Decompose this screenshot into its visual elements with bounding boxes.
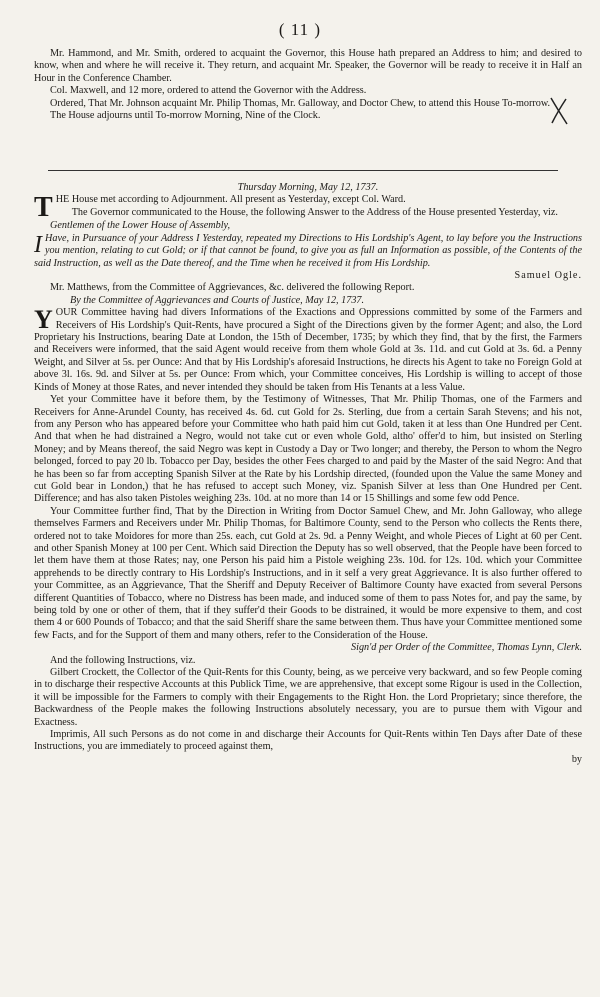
committee-intro: Mr. Matthews, from the Committee of Aggrievances, &c. delivered the following Report. [50, 282, 415, 294]
paragraph: Ordered, That Mr. Johnson acquaint Mr. Philip Thomas, Mr. Galloway, and Doctor Chew, to attend this House To-morrow. [50, 97, 551, 109]
page-number: ( 11 ) [278, 20, 322, 39]
governor-answer: I Have, in Pursuance of your Address I Yesterday, repeated my Directions to His Lordship's Agent, to lay before you the Instructions you mention, relating to cut Gold; or if that cannot be found, to give you as full an Information as possible, of the Contents of the said Instruction, as well as the Date thereof, and the Time when he received it from His Lordship. [34, 231, 582, 269]
instructions-intro: And the following Instructions, viz. [50, 654, 196, 666]
margin-x-mark-icon [548, 96, 570, 126]
session-opening: THE House met according to Adjournment. All present as Yesterday, except Col. Ward. [34, 192, 406, 224]
paragraph: Col. Maxwell, and 12 more, ordered to attend the Governor with the Address. [50, 85, 367, 97]
catchword: by [571, 753, 582, 765]
committee-header: By the Committee of Aggrievances and Courts of Justice, May 12, 1737. [70, 294, 365, 306]
section-divider [48, 170, 558, 171]
report-paragraph: Your Committee further find, That by the Direction in Writing from Doctor Samuel Chew, and Mr. John Galloway, who allege themselves Farmers and Receivers under Mr. Philip Thomas, for Baltimore County, send to the Person who collects the Rents there, ordered not to take Moidores for more than 25s. each, cut Gold at 2s. 9d. a Penny Weight, and whole Pieces of Light at 60 per Cent. and other Spanish Money at 100 per Cent. Which said Direction the Deputy has so well observed, that the People have been forced to let them have them at those Rates; nay, one Person his paid him a Pistole weighing 23s. 10d. for 12s. 10d. which your Committee apprehends to be directly contrary to His Lordship's Instructions, and in it self a very great Aggrievance. It is also further offered to your Committee, as an Aggrievance, That the Sheriff and Deputy Receiver of Baltimore County have exacted from several Persons different Quantities of Tobacco, where no Distress has been made, and induced some of them to pass Notes for, and pay the same, by being told by one or other of them, that if they suffer'd their Goods to be distrained, it would be more expensive to them, and cost them 4 or 600 Pounds of Tobacco; and that the said Sheriff share the same between them. Thus have your Committee mentioned some few Facts, and for the Support of them and many others, refer to the Consideration of the House. [34, 505, 582, 641]
salutation: Gentlemen of the Lower House of Assembly, [50, 220, 231, 232]
drop-cap: I [34, 231, 42, 258]
drop-cap: Y [34, 305, 53, 335]
instruction-paragraph: Imprimis, All such Persons as do not come in and discharge their Accounts for Quit-Rents within Ten Days after Date of these Instructions, you are immediately to proceed against them, [34, 729, 582, 753]
signed-line: Sign'd per Order of the Committee, Thomas Lynn, Clerk. [351, 642, 582, 654]
report-paragraph: Yet your Committee have it before them, by the Testimony of Witnesses, That Mr. Philip Thomas, one of the Farmers and Receivers for Anne-Arundel County, has received 4s. 6d. cut Gold for 2s. Sterling, due from a certain Sarah Stevens; and his not, from any Person who has appeared before your Committee who hath paid him cut Gold, taken it at less than One Hundred per Cent. And that when he had distrained a Negro, would not take cut or even whole Gold, altho' offer'd to him, but insisted on Sterling Money; and by Means thereof, the said Negro was kept in Custody a Day or Two longer; and thereby, the Person to whom the Negro belonged, forced to pay 20 lb. Tobacco per Day, besides the other Fees charged to and paid by the Master of the said Negro: And that he has been so far from accepting Spanish Silver at the Rate by his Lordship directed, (founded upon the Value the same Money and cut Gold bear in London,) that he has refused to accept such Money, viz. Spanish Silver at less than One Hundred per Cent. Difference; and has also taken Pistoles weighing 23s. 10d. at no more than 14 or 15 Shillings and some few odd Pence. [34, 394, 582, 505]
paragraph: The Governor communicated to the House, the following Answer to the Address of the House presented Yesterday, viz. [71, 206, 558, 218]
report-paragraph: YOUR Committee having had divers Informations of the Exactions and Oppressions committed by some of the Farmers and Receivers of His Lordship's Quit-Rents, have procured a Sight of the Directions given by the former Agent; and also, the Lord Proprietary his Instructions, bearing Date at London, the 15th of December, 1735; by which they find, that by the first, the Farmers and Receivers were informed, that the said Agent would receive from them whole Gold at 3s. 11d. and cut Gold at 3s. 6d. a Penny Weight, and Silver at 5s. per Ounce: And that by His Lordship's aforesaid Instructions, he directs his Agent to take no Foreign Gold at above 3l. 16s. 9d. and Silver at 5s. per Ounce: From which, your Committee conceives, His Lordship is willing to accept of those Kinds of Money at those Rates, and never intended they should be taken from His Tenants at a less Value. [34, 305, 582, 393]
paragraph: The House adjourns until To-morrow Morning, Nine of the Clock. [50, 110, 321, 122]
instruction-paragraph: Gilbert Crockett, the Collector of the Quit-Rents for this County, being, as we perceive very backward, and so few People coming in to discharge their respective Accounts at this Publick Time, we are apprehensive, that except some Rigour is used in the Collection, it will be impossible for the Farmers to comply with their Engagements to the Right Hon. the Lord Proprietary; since therefore, the Backwardness of the People makes the following Instructions absolutely necessary, you are to pursue them with Vigour and Exactness. [34, 667, 582, 728]
day-heading: Thursday Morning, May 12, 1737. [237, 182, 379, 193]
top-section [34, 48, 582, 122]
session-section [34, 182, 582, 766]
signature: Samuel Ogle. [514, 270, 582, 282]
paragraph: Mr. Hammond, and Mr. Smith, ordered to acquaint the Governor, this House hath prepared an Address to him; and desired to know, when and where he will receive it. They return, and acquaint Mr. Speaker, the Governor will be ready to receive it in Half an Hour in the Conference Chamber. [34, 48, 582, 84]
drop-cap: T [34, 192, 53, 224]
